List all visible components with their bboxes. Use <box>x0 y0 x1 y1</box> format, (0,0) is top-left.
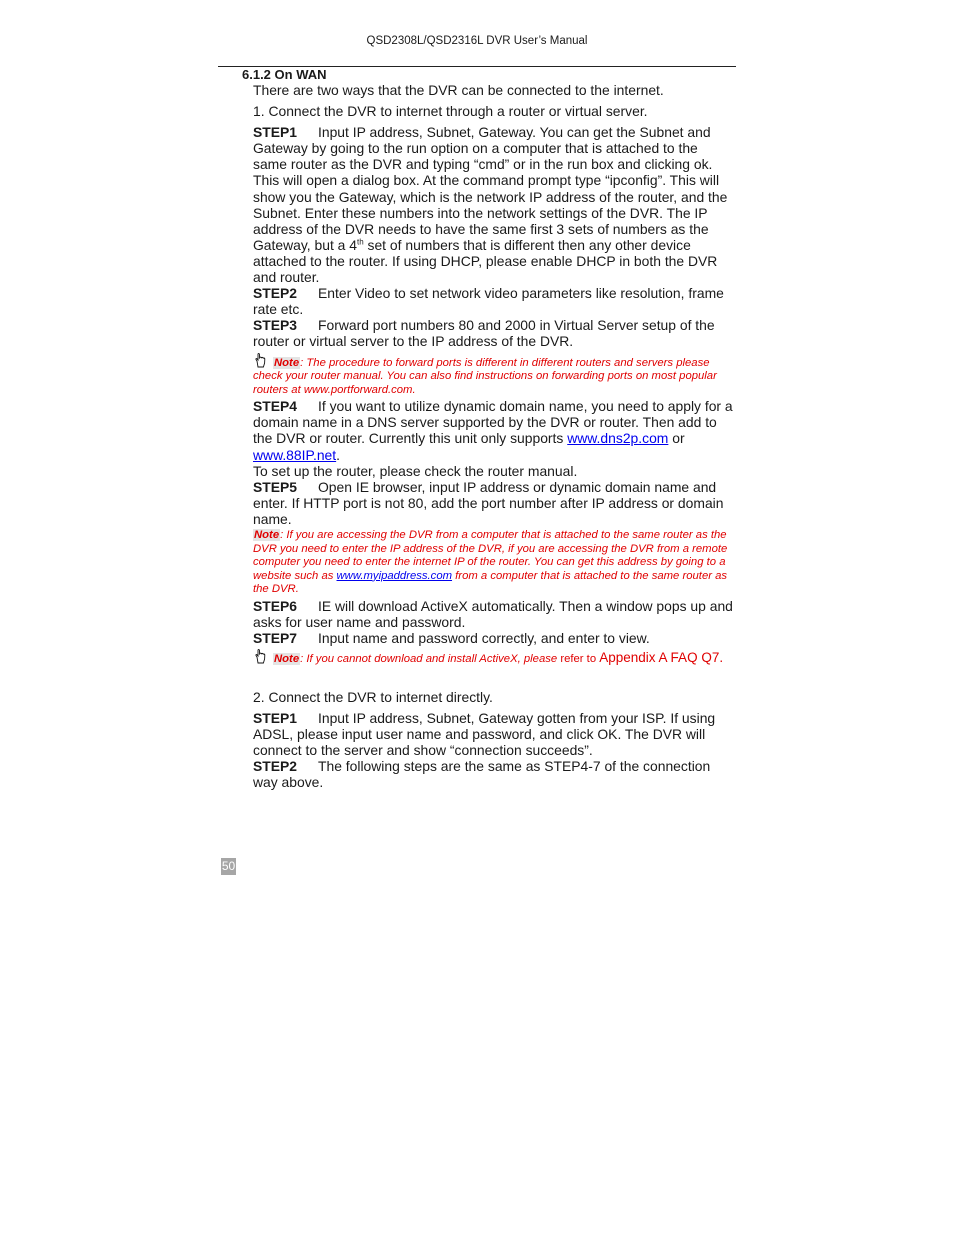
step5-paragraph <box>253 479 735 527</box>
m2-step2-text: The following steps are the same as STEP4-7 of the connection way above. <box>253 758 711 791</box>
note-2-text-a: : If you are accessing the DVR from a computer that is attached to the same router as the DVR you need to enter the IP address of the DVR, if you are accessing the DVR from a remote computer you need to enter the internet IP of the router. You can get this address by going to a website such as <box>253 529 728 582</box>
step1-superscript: th <box>356 237 364 247</box>
note-3-text: : If you cannot download and install ActiveX, please <box>300 653 561 666</box>
step5-text: Open IE browser, input IP address or dynamic domain name and enter. If HTTP port is not 80, add the port number after IP address or domain name. <box>253 478 724 527</box>
step2-label: STEP2 <box>253 285 298 302</box>
note-1-text: : The procedure to forward ports is different in different routers and servers please check your router manual. You can also find instructions on forwarding ports on most popular routers at www.portforward.com. <box>253 356 717 396</box>
note-2 <box>253 529 735 597</box>
step3-label: STEP3 <box>253 317 298 334</box>
step1-label: STEP1 <box>253 124 298 141</box>
step7-label: STEP7 <box>253 630 298 647</box>
m2-step1-label: STEP1 <box>253 709 298 726</box>
note-1 <box>253 352 735 398</box>
appendix-reference: Appendix A FAQ Q7 <box>599 650 720 666</box>
step1-text-a: Input IP address, Subnet, Gateway. You can get the Subnet and Gateway by going to the run option on a computer that is attached to the same router as the DVR and typing “cmd” or in the run box and clicking ok. This will open a dialog box. At the command prompt type “ipconfig”. This will show you the Gateway, which is the network IP address of the router, and the Subnet. Enter these numbers into the network settings of the DVR. The IP address of the DVR needs to have the same first 3 sets of numbers as the Gateway, but a 4 <box>253 124 728 253</box>
myipaddress-link[interactable]: www.myipaddress.com <box>336 569 453 582</box>
step2-paragraph <box>253 285 735 317</box>
step1-paragraph <box>253 124 735 285</box>
step6-text: IE will download ActiveX automatically. Then a window pops up and asks for user name and password. <box>253 598 733 631</box>
intro-text: There are two ways that the DVR can be connected to the internet. <box>253 82 664 98</box>
note-3 <box>253 648 735 667</box>
pointing-hand-icon <box>253 352 269 368</box>
note-1-label: Note <box>274 356 300 369</box>
section-title: 6.1.2 On WAN <box>242 67 327 82</box>
page-header: QSD2308L/QSD2316L DVR User’s Manual <box>366 35 588 47</box>
pointing-hand-icon <box>253 648 269 664</box>
dns2p-link[interactable]: www.dns2p.com <box>567 430 669 447</box>
step4-or: or <box>668 430 685 447</box>
88ip-link[interactable]: www.88IP.net <box>253 446 337 463</box>
note-2-label: Note <box>254 529 280 542</box>
step3-text: Forward port numbers 80 and 2000 in Virtual Server setup of the router or virtual server to the IP address of the DVR. <box>253 317 715 350</box>
note-3-refer: refer to <box>560 653 600 666</box>
step7-text: Input name and password correctly, and enter to view. <box>318 630 650 647</box>
step6-paragraph <box>253 598 735 630</box>
note-3-end: . <box>719 650 724 666</box>
manual-content <box>253 82 735 790</box>
method-1-heading: 1. Connect the DVR to internet through a router or virtual server. <box>253 103 648 120</box>
step4-text: If you want to utilize dynamic domain name, you need to apply for a domain name in a DNS server supported by the DVR or router. Then add to the DVR or router. Currently this unit only supports <box>253 398 733 447</box>
step4-label: STEP4 <box>253 398 298 415</box>
step6-label: STEP6 <box>253 598 298 614</box>
m2-step2-paragraph <box>253 758 735 790</box>
m2-step1-paragraph <box>253 710 735 758</box>
step4-end: . <box>336 446 340 463</box>
step4-paragraph <box>253 398 735 462</box>
step1-text-b: set of numbers that is different then any other device attached to the router. If using DHCP, please enable DHCP in both the DVR and router. <box>253 236 718 286</box>
step2-text: Enter Video to set network video parameters like resolution, frame rate etc. <box>253 285 724 318</box>
method-2-heading: 2. Connect the DVR to internet directly. <box>253 688 493 705</box>
step3-paragraph <box>253 317 735 349</box>
page-number: 50 <box>221 859 236 873</box>
step5-label: STEP5 <box>253 478 298 495</box>
step7-paragraph <box>253 630 735 646</box>
m2-step2-label: STEP2 <box>253 758 298 775</box>
note-2-text-b: from a computer that is attached to the same router as the DVR. <box>253 569 728 596</box>
router-manual-text: To set up the router, please check the router manual. <box>253 462 578 479</box>
m2-step1-text: Input IP address, Subnet, Gateway gotten from your ISP. If using ADSL, please input user name and password, and click OK. The DVR will connect to the server and show “connection succeeds”. <box>253 709 716 759</box>
note-3-label: Note <box>274 653 300 666</box>
